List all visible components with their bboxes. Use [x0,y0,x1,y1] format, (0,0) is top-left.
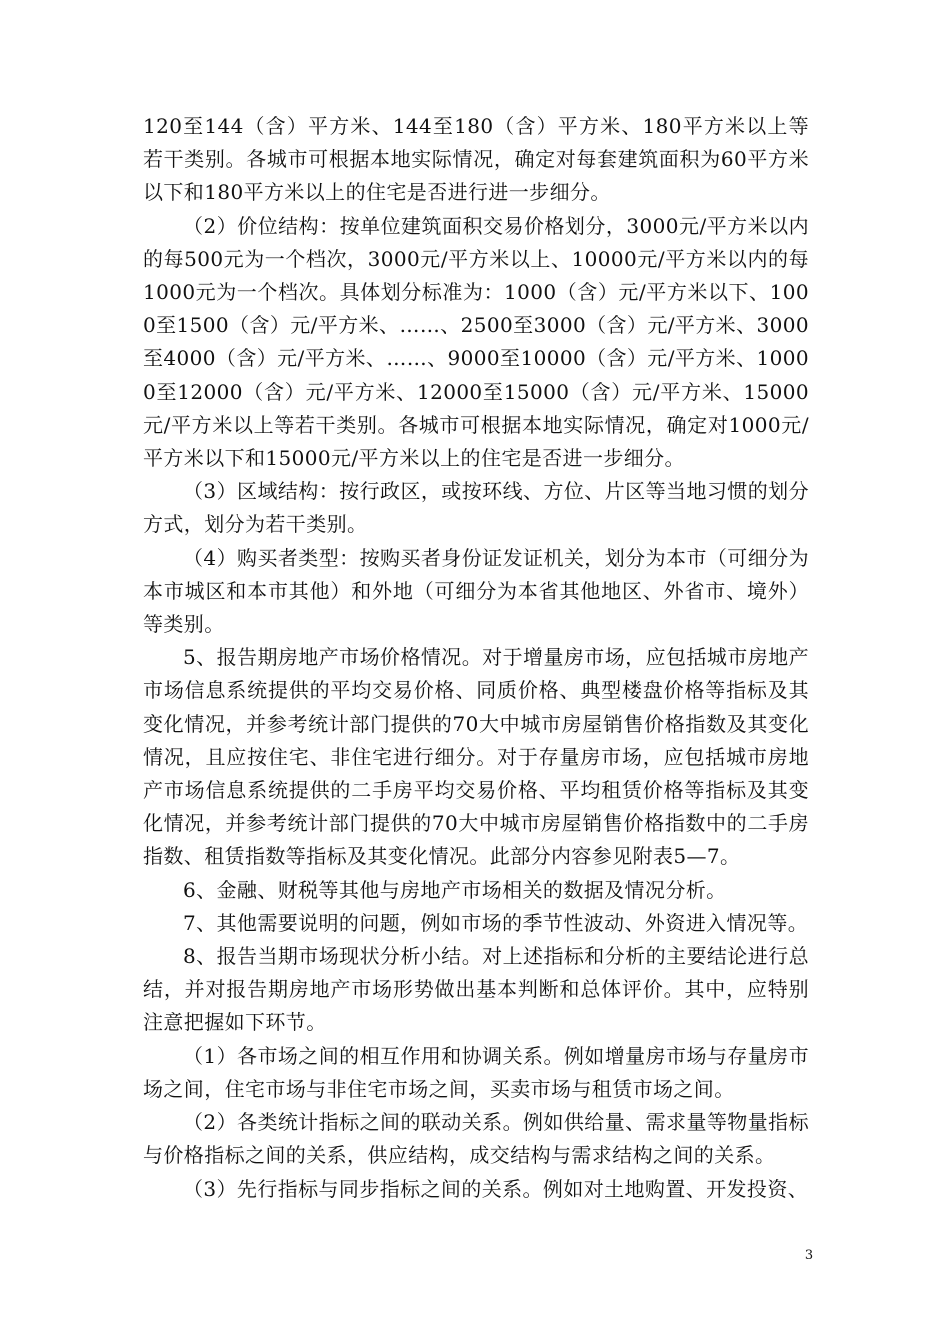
paragraph-regional-structure: （3）区域结构：按行政区，或按环线、方位、片区等当地习惯的划分方式，划分为若干类别。 [143,479,809,537]
paragraph-indicator-linkage: （2）各类统计指标之间的联动关系。例如供给量、需求量等物量指标与价格指标之间的关系，供应结构，成交结构与需求结构之间的关系。 [143,1110,809,1168]
paragraph-area-structure-continued: 120至144（含）平方米、144至180（含）平方米、180平方米以上等若干类别。各城市可根据本地实际情况，确定对每套建筑面积为60平方米以下和180平方米以上的住宅是否进行进一步细分。 [143,114,809,205]
paragraph-other-issues: 7、其他需要说明的问题，例如市场的季节性波动、外资进入情况等。 [183,910,809,935]
paragraph-price-structure: （2）价位结构：按单位建筑面积交易价格划分，3000元/平方米以内的每500元为一个档次，3000元/平方米以上、10000元/平方米以内的每1000元为一个档次。具体划分标准为：1000（含）元/平方米以下、1000至1500（含）元/平方米、……、2500至3000（含）元/平方米、3000至4000（含）元/平方米、……、9000至10000（含）元/平方米、10000至12000（含）元/平方米、12000至15000（含）元/平方米、15000元/平方米以上等若干类别。各城市可根据本地实际情况，确定对1000元/平方米以下和15000元/平方米以上的住宅是否进一步细分。 [143,213,809,471]
paragraph-buyer-type: （4）购买者类型：按购买者身份证发证机关，划分为本市（可细分为本市城区和本市其他）和外地（可细分为本省其他地区、外省市、境外）等类别。 [143,545,809,637]
page-number: 3 [804,1248,814,1263]
paragraph-market-price: 5、报告期房地产市场价格情况。对于增量房市场，应包括城市房地产市场信息系统提供的平均交易价格、同质价格、典型楼盘价格等指标及其变化情况，并参考统计部门提供的70大中城市房屋销售价格指数及其变化情况，且应按住宅、非住宅进行细分。对于存量房市场，应包括城市房地产市场信息系统提供的二手房平均交易价格、平均租赁价格等指标及其变化情况，并参考统计部门提供的70大中城市房屋销售价格指数中的二手房指数、租赁指数等指标及其变化情况。此部分内容参见附表5—7。 [143,645,809,869]
document-body [143,110,809,1206]
paragraph-leading-indicators: （3）先行指标与同步指标之间的关系。例如对土地购置、开发投资、 [183,1176,809,1201]
paragraph-summary: 8、报告当期市场现状分析小结。对上述指标和分析的主要结论进行总结，并对报告期房地产市场形势做出基本判断和总体评价。其中，应特别注意把握如下环节。 [143,944,809,1035]
paragraph-finance-tax: 6、金融、财税等其他与房地产市场相关的数据及情况分析。 [183,877,727,902]
paragraph-market-interaction: （1）各市场之间的相互作用和协调关系。例如增量房市场与存量房市场之间，住宅市场与非住宅市场之间，买卖市场与租赁市场之间。 [143,1043,809,1101]
